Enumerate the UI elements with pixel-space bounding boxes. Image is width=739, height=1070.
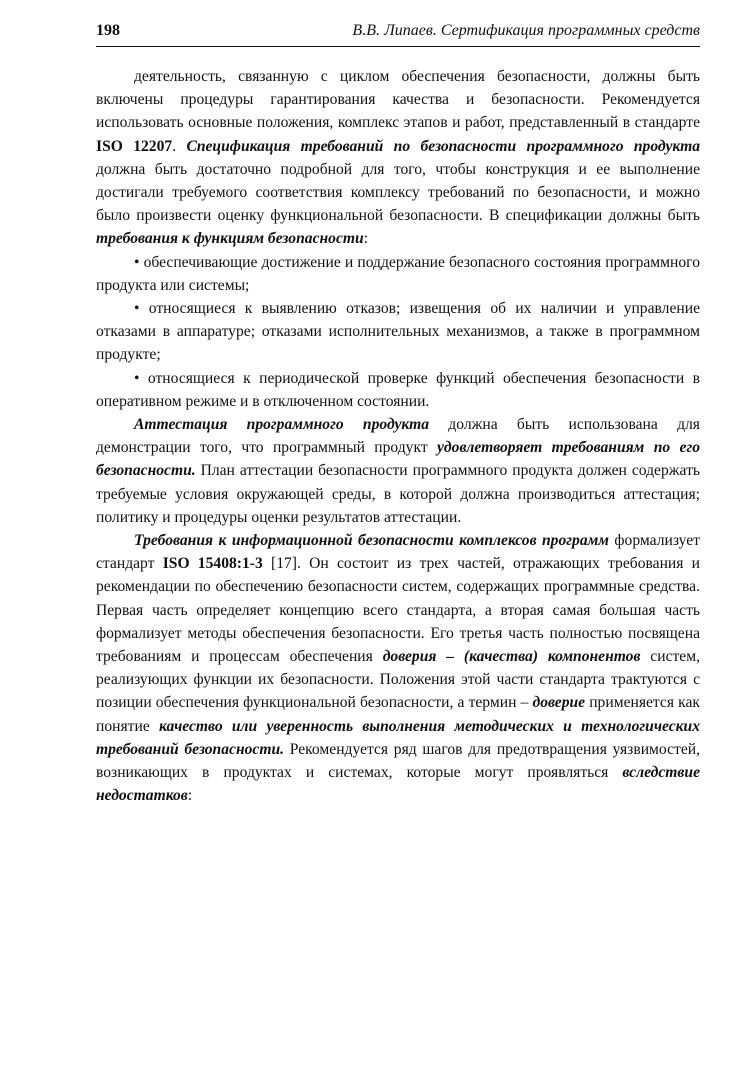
emphasis-term: вследствие недостатков xyxy=(96,764,700,805)
running-title: В.В. Липаев. Сертификация программных средств xyxy=(352,22,700,39)
emphasis-term: требования к функциям безопасности xyxy=(96,230,364,248)
page-body xyxy=(96,65,700,808)
paragraph-iso15408 xyxy=(96,529,700,807)
text-run: [17]. Он состоит из трех частей, отражающих требования и рекомендации по обеспечению безопасности систем, содержащих программные средства. Первая часть определяет концепцию всего стандарта, а вторая самая большая часть формализует методы обеспечения безопасности. Его третья часть полностью посвящена требованиям и процессам обеспечения xyxy=(96,555,701,666)
book-page xyxy=(96,22,700,808)
text-run: : xyxy=(363,230,369,248)
text-run: : xyxy=(187,787,193,805)
page-number: 198 xyxy=(96,22,120,39)
bullet-item xyxy=(96,367,700,413)
bullet-item xyxy=(96,251,700,297)
text-run: • относящиеся к выявлению отказов; извещения об их наличии и управление отказами в аппаратуре; отказами исполнительных механизмов, а также в программном продукте; xyxy=(96,300,700,364)
emphasis-term: Аттестация программного продукта xyxy=(134,416,430,434)
emphasis-term: Требования к информационной безопасности комплексов программ xyxy=(134,532,609,550)
text-run: План аттестации безопасности программного продукта должен содержать требуемые условия окружающей среды, в которой должна производиться аттестация; политику и процедуры оценки результатов аттестации. xyxy=(96,462,700,526)
standard-reference: ISO 15408:1-3 xyxy=(162,555,263,573)
paragraph-intro xyxy=(96,65,700,251)
text-run: формализует стандарт xyxy=(96,532,700,573)
text-run: • обеспечивающие достижение и поддержание безопасного состояния программного продукта или системы; xyxy=(96,253,700,294)
emphasis-term: качество или уверенность выполнения методических и технологических требований безопасности. xyxy=(96,717,701,758)
text-run: систем, реализующих функции их безопасности. Положения этой части стандарта трактуются с позиции обеспечения функциональной безопасности, а термин – xyxy=(96,648,700,712)
text-run: • относящиеся к периодической проверке функций обеспечения безопасности в оперативном режиме и в отключенном состоянии. xyxy=(96,369,700,410)
text-run: Рекомендуется ряд шагов для предотвращения уязвимостей, возникающих в продуктах и системах, которые могут проявляться xyxy=(96,740,700,782)
text-run: должна быть достаточно подробной для того, чтобы конструкция и ее выполнение достигали требуемого соответствия комплексу требований по безопасности, и можно было произвести оценку функциональной безопасности. В спецификации должны быть xyxy=(96,160,700,225)
text-run: . xyxy=(172,137,187,155)
emphasis-term: доверие xyxy=(532,694,586,712)
running-header xyxy=(96,22,700,47)
text-run: должна быть использована для демонстрации того, что программный продукт xyxy=(96,416,700,457)
emphasis-term: Спецификация требований по безопасности программного продукта xyxy=(186,137,700,155)
text-run: применяется как понятие xyxy=(96,694,700,735)
paragraph-attestation xyxy=(96,413,700,529)
emphasis-term: удовлетворяет требованиям по его безопасности. xyxy=(96,439,700,480)
standard-reference: ISO 12207 xyxy=(96,137,173,155)
bullet-item xyxy=(96,297,700,367)
text-run: деятельность, связанную с циклом обеспечения безопасности, должны быть включены процедуры гарантирования качества и безопасности. Рекомендуется использовать основные положения, комплекс этапов и работ, представленный в стандарте xyxy=(96,68,700,132)
emphasis-term: доверия – (качества) компонентов xyxy=(382,648,641,666)
